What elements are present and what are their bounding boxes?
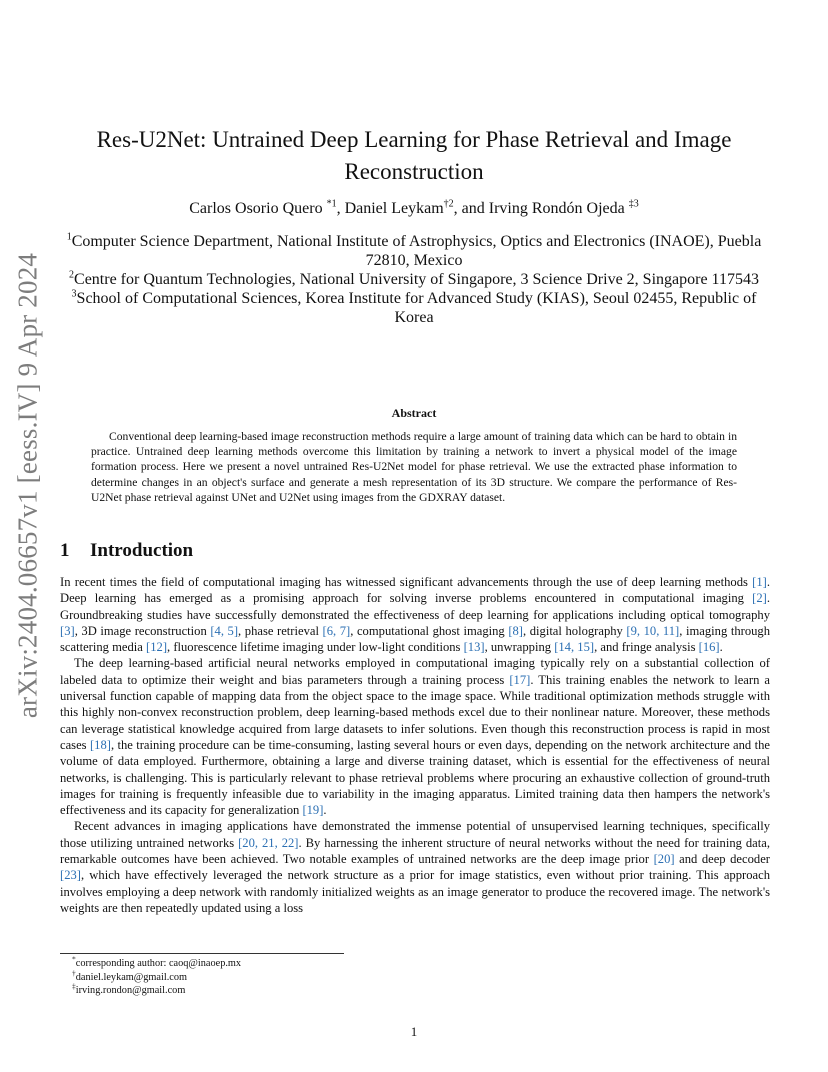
footnote bbox=[72, 954, 460, 971]
author-marks: *1 bbox=[326, 198, 337, 210]
author-marks: ‡3 bbox=[628, 198, 639, 210]
paragraph-text: and deep decoder bbox=[674, 852, 770, 867]
citation-link[interactable]: [2] bbox=[752, 591, 767, 606]
section-number: 1 bbox=[60, 540, 70, 561]
citation-link[interactable]: [9, 10, 11] bbox=[626, 623, 680, 638]
author-list bbox=[60, 200, 768, 218]
citation-link[interactable]: [20] bbox=[653, 852, 675, 867]
paragraph-text: , the training procedure can be time-consuming, lasting several hours or even days, depending on the network architecture and the volume of data employed. Furthermore, obtaining a large and diverse training dataset, which is essential for the effectiveness of neural networks, is challenging. This is particularly relevant to phase retrieval problems where procuring an exhaustive collection of ground-truth images for training is frequently infeasible due to variability in the imaging apparatus. Limited training data then hampers the network's effectiveness and its capacity for generalization bbox=[60, 737, 770, 818]
citation-link[interactable]: [3] bbox=[60, 623, 75, 638]
author-name: Carlos Osorio Quero bbox=[189, 200, 323, 217]
footnote-mark: † bbox=[72, 968, 76, 978]
paragraph bbox=[60, 655, 770, 818]
affiliation-mark: 2 bbox=[69, 269, 75, 281]
paragraph-text: . bbox=[719, 640, 723, 655]
citation-link[interactable]: [20, 21, 22] bbox=[238, 835, 299, 850]
affiliation bbox=[60, 232, 768, 270]
paragraph-text: . This training enables the network to learn a universal function capable of mapping data from the object space to the image space. While traditional optimization methods struggle with this highly non-convex reconstruction problem, deep learning-based methods excel due to their nonlinear nature. Moreover, these methods can leverage statistical knowledge acquired from large datasets to infer solutions. Even though this reconstruction process is rapid in most cases bbox=[60, 672, 771, 752]
paragraph bbox=[60, 574, 770, 655]
section-heading bbox=[60, 540, 193, 562]
paragraph-text: . By harnessing the inherent structure of neural networks without the need for training data, remarkable outcomes have been achieved. Two notable examples of untrained networks are the deep image prior bbox=[60, 835, 770, 867]
footnote-text: irving.rondon@gmail.com bbox=[75, 985, 186, 997]
abstract-text: Conventional deep learning-based image reconstruction methods require a large amount of training data which can be hard to obtain in practice. Untrained deep learning methods overcome this limitation by training a network to invert a physical model of the image formation process. Here we present a novel untrained Res-U2Net model for phase retrieval. We use the extracted phase information to determine changes in an object's surface and generate a mesh representation of its 3D structure. We compare the performance of Res-U2Net phase retrieval against UNet and U2Net using images from the GDXRAY dataset. bbox=[91, 430, 737, 504]
author-separator: , and bbox=[453, 200, 489, 217]
paragraph-text: , 3D image reconstruction bbox=[74, 623, 211, 638]
paragraph-text: , and fringe analysis bbox=[594, 640, 699, 655]
affiliation bbox=[60, 289, 768, 327]
introduction-body bbox=[60, 574, 770, 916]
citation-link[interactable]: [6, 7] bbox=[322, 623, 351, 638]
citation-link[interactable]: [16] bbox=[698, 640, 720, 655]
arxiv-identifier-stamp: arXiv:2404.06657v1 [eess.IV] 9 Apr 2024 bbox=[12, 252, 43, 719]
paragraph-text: . Deep learning has emerged as a promising approach for solving inverse problems encountered in computational imaging bbox=[60, 575, 770, 606]
paragraph-text: , imaging through scattering media bbox=[60, 623, 771, 655]
citation-link[interactable]: [19] bbox=[302, 803, 324, 818]
paragraph-text: In recent times the field of computational imaging has witnessed significant advancements through the use of deep learning methods bbox=[60, 575, 753, 589]
citation-link[interactable]: [8] bbox=[508, 623, 523, 638]
citation-link[interactable]: [23] bbox=[60, 868, 81, 883]
author-separator: , bbox=[336, 200, 345, 217]
affiliation-text: School of Computational Sciences, Korea Institute for Advanced Study (KIAS), Seoul 02455, Republic of Korea bbox=[76, 290, 757, 326]
affiliation bbox=[60, 270, 768, 289]
affiliation-mark: 1 bbox=[66, 231, 72, 243]
footnote-text: daniel.leykam@gmail.com bbox=[75, 971, 188, 983]
paragraph bbox=[60, 818, 770, 916]
footnote-mark: * bbox=[72, 954, 76, 964]
paragraph-text: , digital holography bbox=[523, 623, 627, 638]
footnotes bbox=[60, 954, 460, 998]
paragraph-text: Recent advances in imaging applications have demonstrated the immense potential of unsupervised learning techniques, specifically those utilizing untrained networks bbox=[60, 819, 770, 850]
abstract-heading: Abstract bbox=[391, 406, 437, 420]
citation-link[interactable]: [18] bbox=[89, 737, 111, 752]
footnote bbox=[72, 968, 460, 985]
affiliation-text: Centre for Quantum Technologies, National University of Singapore, 3 Science Drive 2, Singapore 117543 bbox=[74, 271, 759, 288]
citation-link[interactable]: [1] bbox=[752, 575, 767, 589]
citation-link[interactable]: [12] bbox=[146, 640, 168, 655]
paragraph-text: . Groundbreaking studies have successfully demonstrated the effectiveness of deep learning for applications including optical tomography bbox=[60, 591, 770, 622]
paragraph-text: , which have effectively leveraged the network structure as a prior for image statistics, even without prior training. This approach involves employing a deep network with randomly initialized weights as an image generator to produce the recovered image. The network's weights are then repeatedly updated using a loss bbox=[60, 868, 770, 915]
footnote-mark: ‡ bbox=[72, 981, 76, 991]
page-number: 1 bbox=[410, 1024, 418, 1039]
section-title: Introduction bbox=[90, 540, 194, 561]
paragraph-text: , phase retrieval bbox=[238, 623, 323, 638]
author-marks: †2 bbox=[443, 198, 454, 210]
author-name: Irving Rondón Ojeda bbox=[488, 200, 625, 217]
paragraph-text: , fluorescence lifetime imaging under low-light conditions bbox=[167, 640, 464, 655]
citation-link[interactable]: [4, 5] bbox=[210, 623, 239, 638]
citation-link[interactable]: [17] bbox=[509, 672, 531, 687]
author-name: Daniel Leykam bbox=[344, 200, 444, 217]
affiliation-text: Computer Science Department, National Institute of Astrophysics, Optics and Electronics (INAOE), Puebla 72810, Mexico bbox=[71, 233, 762, 269]
footnote-text: corresponding author: caoq@inaoep.mx bbox=[75, 958, 242, 969]
affiliation-list bbox=[60, 232, 768, 327]
footnote-divider bbox=[60, 953, 344, 954]
paper-title: Res-U2Net: Untrained Deep Learning for Phase Retrieval and Image Reconstruction bbox=[96, 127, 732, 184]
footnote bbox=[72, 981, 460, 998]
paragraph-text: , computational ghost imaging bbox=[350, 623, 509, 638]
citation-link[interactable]: [13] bbox=[463, 640, 485, 655]
paragraph-text: . bbox=[323, 803, 327, 818]
citation-link[interactable]: [14, 15] bbox=[554, 640, 595, 655]
affiliation-mark: 3 bbox=[71, 288, 77, 300]
paragraph-text: The deep learning-based artificial neural networks employed in computational imaging typically rely on a substantial collection of labeled data to optimize their weight and bias parameters through a training process bbox=[60, 656, 770, 687]
paragraph-text: , unwrapping bbox=[484, 640, 555, 655]
